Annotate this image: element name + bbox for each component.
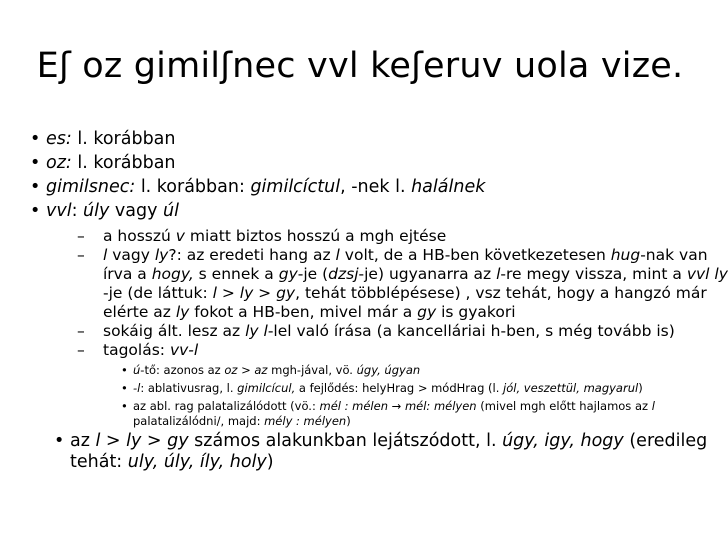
slide-title: Eʃ oz gimilʃnec vvl keʃeruv uola vize. [36,46,684,86]
bullet-dot: • [121,363,128,377]
bullet-oz: • oz: l. korábban [30,153,176,173]
bullet-dot: • [54,431,65,451]
sub-sub-item-l-ablativus: • -l: ablativusrag, l. gimilcícul, a fejlődés: helyHrag > módHrag (l. jól, veszettül, magyarul) [121,381,643,395]
bullet-dot: • [121,399,128,413]
bullet-l-ly-gy [54,431,708,473]
bullet-dot: • [121,381,128,395]
sub-item-l-vagy-ly: – l vagy ly?: az eredeti hang az l volt, de a HB-ben következetesen hug-nak van [77,246,708,264]
bullet-line: tehát: uly, úly, íly, holy) [70,452,274,472]
sub-item-sokaig: – sokáig ált. lesz az ly l-lel való írása (a kancelláriai h-ben, s még tovább is) [77,322,675,340]
bullet-dot: • [30,153,41,173]
dash-marker: – [77,246,85,264]
dash-marker: – [77,227,85,245]
dash-marker: – [77,322,85,340]
bullet-es: • es: l. korábban [30,129,176,149]
dash-marker: – [77,341,85,359]
sub-sub-item-line: palatalizálódni/, majd: mély : mélyen) [133,414,351,428]
bullet-gimilsnec: • gimilsnec: l. korábban: gimilcíctul, -nek l. halálnek [30,177,486,197]
sub-item-hosszu: – a hosszú v miatt biztos hosszú a mgh ejtése [77,227,447,245]
bullet-dot: • [30,129,41,149]
sub-item-line: elérte az ly fokot a HB-ben, mivel már a gy is gyakori [103,303,516,321]
sub-item-tagolas: – tagolás: vv-l [77,341,199,359]
sub-sub-item-abl-rag: • az abl. rag palatalizálódott (vö.: mél : mélen → mél: mélyen (mivel mgh előtt hajlamos az l [121,399,655,413]
sub-item-line: -je (de láttuk: l > ly > gy, tehát többlépésese) , vsz tehát, hogy a hangzó már [103,284,707,302]
bullet-line: • az l > ly > gy számos alakunkban lejátszódott, l. úgy, igy, hogy (eredileg [54,431,708,451]
bullet-dot: • [30,177,41,197]
sub-sub-item-u-to: • ú-tő: azonos az oz > az mgh-jával, vö. úgy, úgyan [121,363,421,377]
bullet-dot: • [30,201,41,221]
sub-item-line: írva a hogy, s ennek a gy-je (dzsj-je) ugyanarra az l-re megy vissza, mint a vvl ly [103,265,728,283]
bullet-vvl: • vvl: úly vagy úl [30,201,179,221]
